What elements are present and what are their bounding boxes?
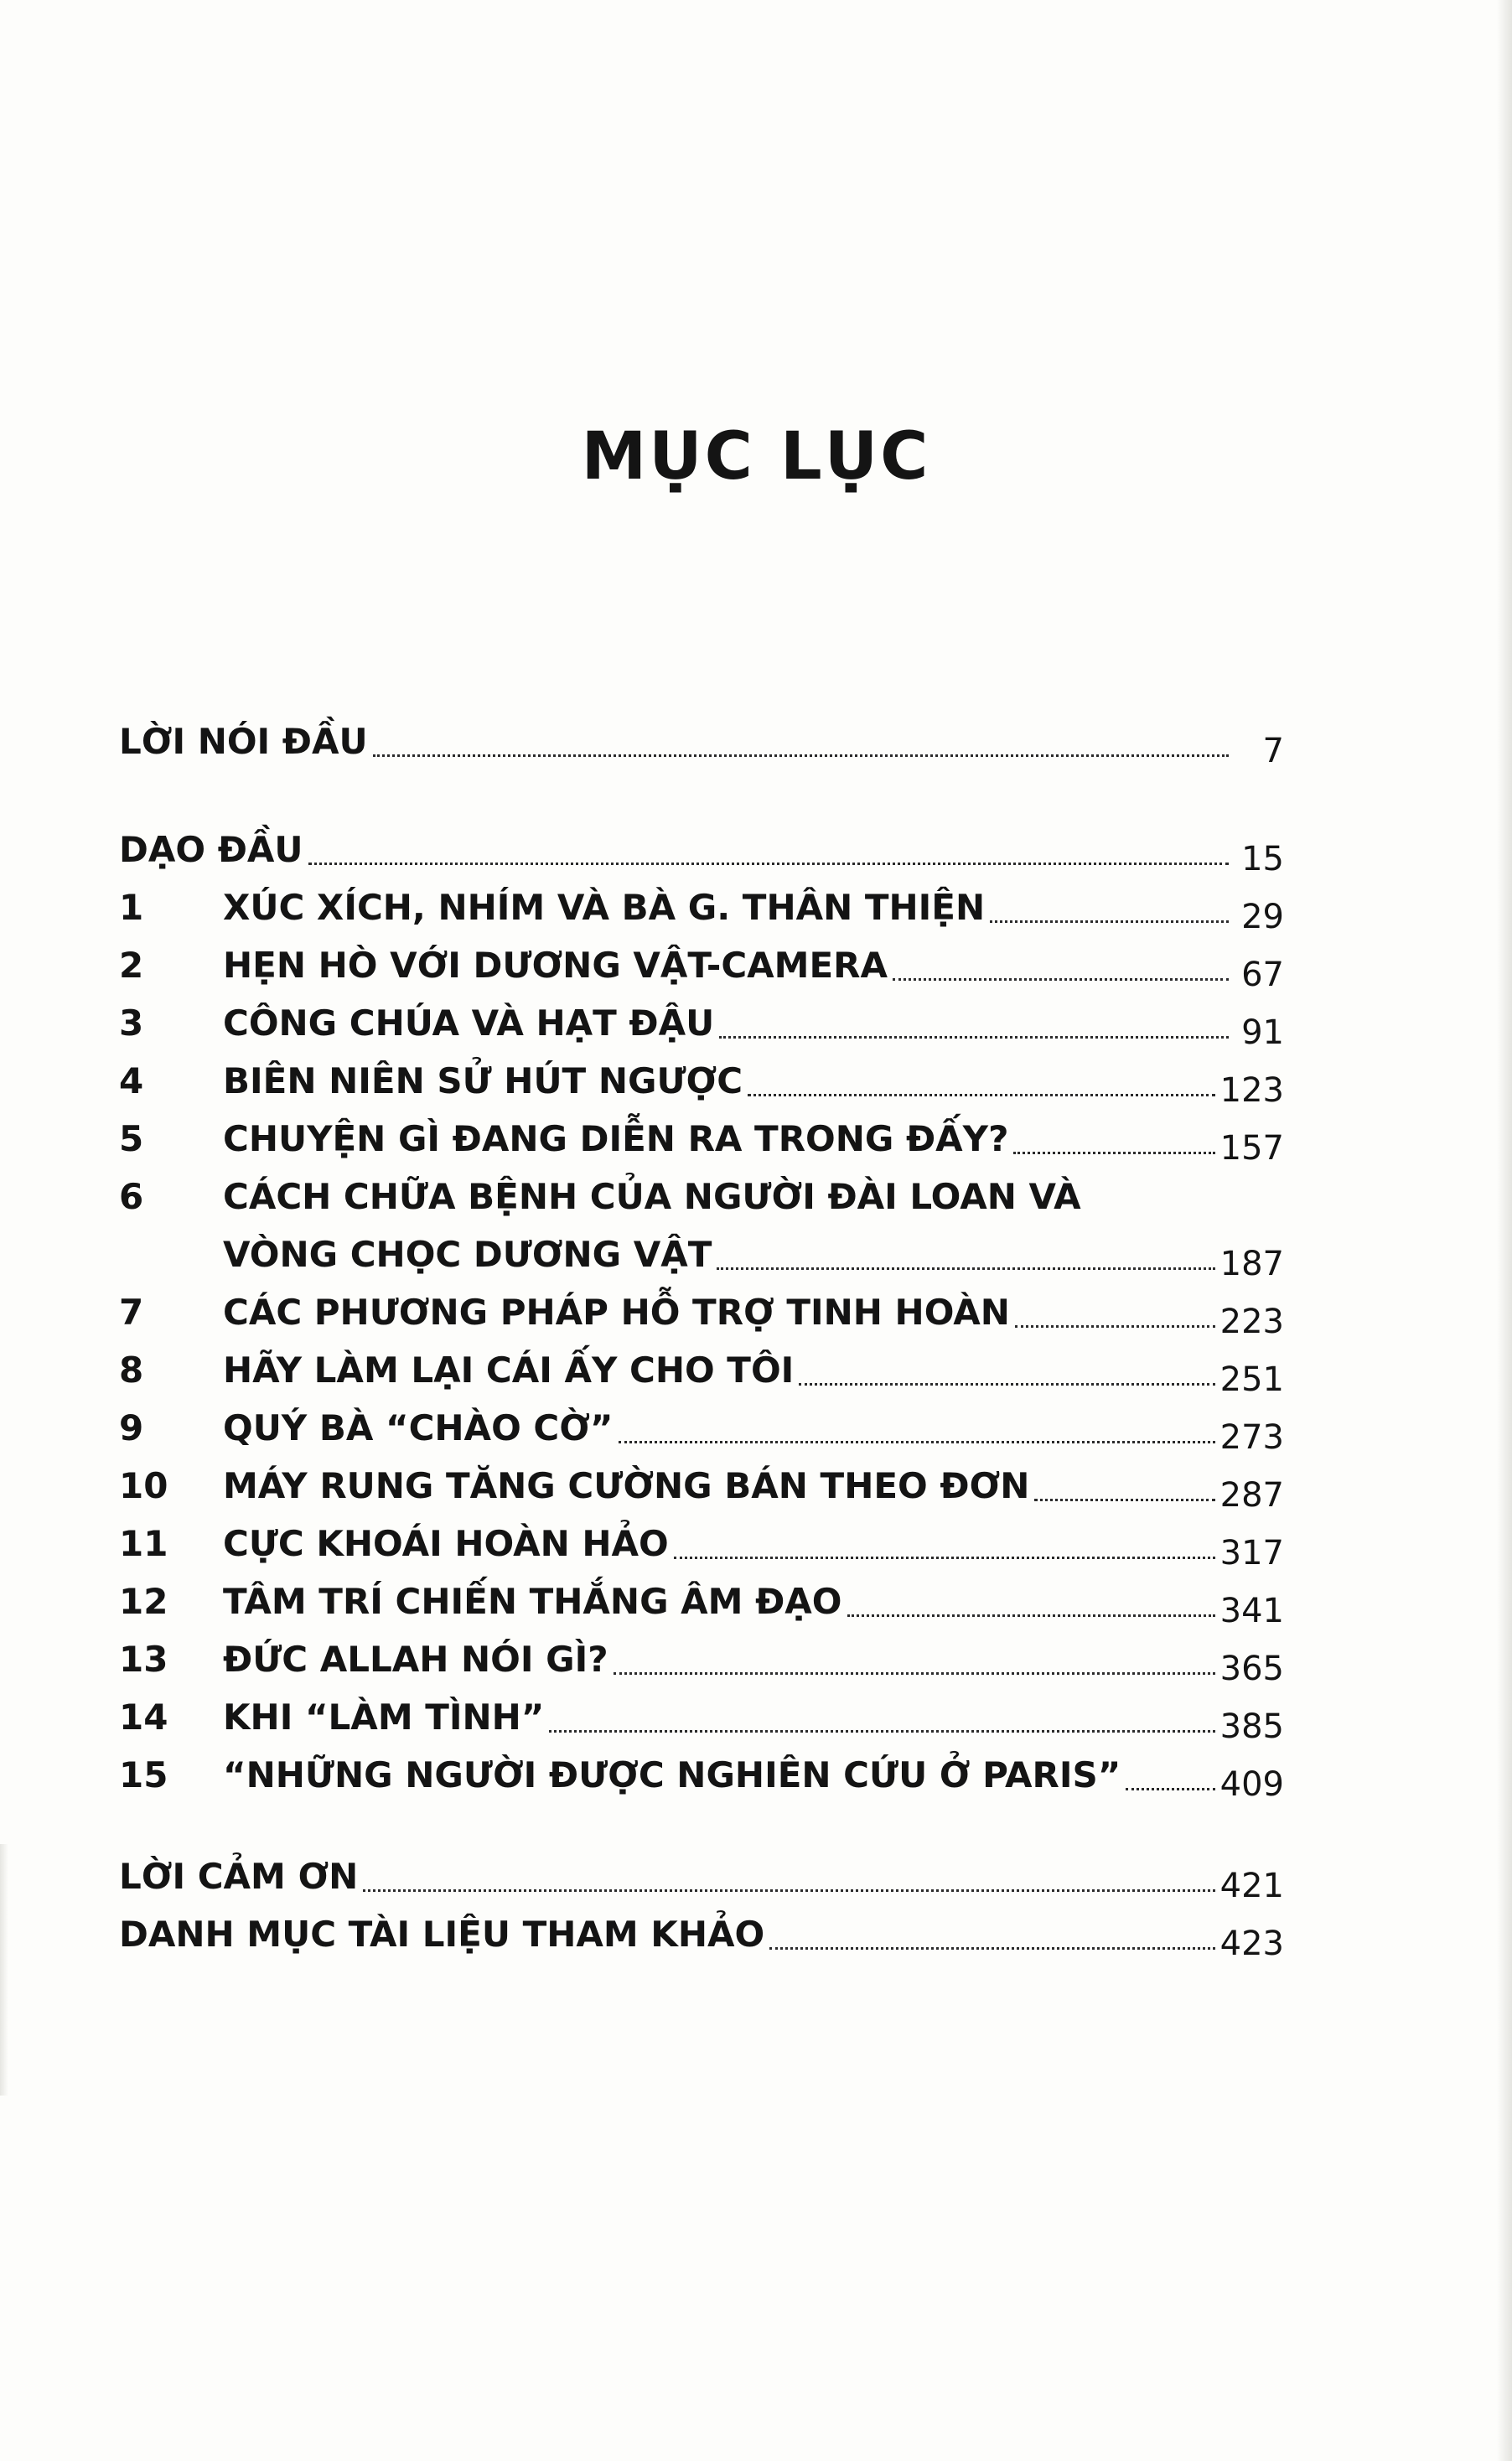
dot-leader bbox=[1015, 1325, 1215, 1328]
page-number: 409 bbox=[1219, 1765, 1284, 1804]
entry-label: ĐỨC ALLAH NÓI GÌ? bbox=[223, 1639, 608, 1680]
toc-entry-chapter-6[interactable] bbox=[119, 1168, 1284, 1225]
toc-entry-prelude[interactable] bbox=[119, 821, 1284, 878]
dot-leader bbox=[308, 863, 1230, 865]
page-number: 317 bbox=[1219, 1534, 1284, 1572]
toc-entry-chapter-9[interactable] bbox=[119, 1399, 1284, 1457]
table-of-contents bbox=[119, 712, 1284, 1963]
left-edge-shadow bbox=[0, 1844, 8, 2096]
chapter-number: 5 bbox=[119, 1118, 144, 1159]
toc-entry-chapter-1[interactable] bbox=[119, 878, 1284, 936]
dot-leader bbox=[719, 1036, 1229, 1039]
toc-entry-chapter-13[interactable] bbox=[119, 1630, 1284, 1688]
page-number: 251 bbox=[1219, 1360, 1284, 1399]
toc-entry-chapter-14[interactable] bbox=[119, 1688, 1284, 1746]
chapter-number: 13 bbox=[119, 1639, 168, 1680]
page-number: 385 bbox=[1219, 1707, 1284, 1746]
dot-leader bbox=[893, 978, 1229, 981]
entry-label: DANH MỤC TÀI LIỆU THAM KHẢO bbox=[119, 1914, 765, 1955]
entry-label: HẸN HÒ VỚI DƯƠNG VẬT-CAMERA bbox=[223, 945, 888, 986]
page-number: 29 bbox=[1241, 898, 1284, 936]
entry-label: XÚC XÍCH, NHÍM VÀ BÀ G. THÂN THIỆN bbox=[223, 887, 986, 928]
dot-leader bbox=[363, 1889, 1214, 1892]
toc-entry-chapter-5[interactable] bbox=[119, 1110, 1284, 1168]
dot-leader bbox=[614, 1672, 1215, 1675]
toc-entry-chapter-4[interactable] bbox=[119, 1052, 1284, 1110]
page-number: 341 bbox=[1219, 1592, 1284, 1630]
entry-label: LỜI CẢM ƠN bbox=[119, 1856, 359, 1897]
page-number: 15 bbox=[1241, 840, 1284, 878]
page-number: 421 bbox=[1219, 1867, 1284, 1905]
toc-entry-preface[interactable] bbox=[119, 712, 1284, 770]
chapter-number: 9 bbox=[119, 1407, 144, 1448]
toc-entry-chapter-10[interactable] bbox=[119, 1457, 1284, 1515]
toc-entry-chapter-3[interactable] bbox=[119, 994, 1284, 1052]
toc-entry-chapter-2[interactable] bbox=[119, 936, 1284, 994]
page-number: 365 bbox=[1219, 1650, 1284, 1688]
dot-leader bbox=[769, 1947, 1214, 1950]
entry-label: HÃY LÀM LẠI CÁI ẤY CHO TÔI bbox=[223, 1350, 795, 1391]
toc-entry-chapter-11[interactable] bbox=[119, 1515, 1284, 1572]
page-number: 423 bbox=[1219, 1925, 1284, 1963]
chapter-number: 11 bbox=[119, 1523, 168, 1564]
chapter-number: 1 bbox=[119, 887, 144, 928]
dot-leader bbox=[1034, 1499, 1214, 1501]
entry-label: MÁY RUNG TĂNG CƯỜNG BÁN THEO ĐƠN bbox=[223, 1465, 1030, 1506]
chapter-number: 2 bbox=[119, 945, 144, 986]
chapter-number: 3 bbox=[119, 1003, 144, 1044]
toc-entry-chapter-15[interactable] bbox=[119, 1746, 1284, 1804]
entry-label: CÔNG CHÚA VÀ HẠT ĐẬU bbox=[223, 1003, 715, 1044]
dot-leader bbox=[549, 1730, 1214, 1733]
dot-leader bbox=[674, 1557, 1215, 1559]
page-number: 187 bbox=[1219, 1245, 1284, 1283]
entry-label: CÁC PHƯƠNG PHÁP HỖ TRỢ TINH HOÀN bbox=[223, 1292, 1010, 1333]
dot-leader bbox=[799, 1383, 1214, 1386]
entry-label: CỰC KHOÁI HOÀN HẢO bbox=[223, 1523, 669, 1564]
dot-leader bbox=[717, 1267, 1214, 1270]
dot-leader bbox=[748, 1094, 1215, 1096]
entry-label: QUÝ BÀ “CHÀO CỜ” bbox=[223, 1407, 614, 1448]
page-number: 7 bbox=[1262, 732, 1284, 770]
toc-entry-chapter-7[interactable] bbox=[119, 1283, 1284, 1341]
toc-entry-chapter-6-continued[interactable] bbox=[119, 1225, 1284, 1283]
page-title: MỤC LỤC bbox=[581, 419, 931, 495]
page-number: 287 bbox=[1219, 1476, 1284, 1515]
entry-label: KHI “LÀM TÌNH” bbox=[223, 1697, 545, 1738]
entry-label: LỜI NÓI ĐẦU bbox=[119, 721, 368, 762]
chapter-number: 6 bbox=[119, 1176, 144, 1217]
toc-entry-chapter-12[interactable] bbox=[119, 1572, 1284, 1630]
chapter-number: 15 bbox=[119, 1754, 168, 1795]
dot-leader bbox=[847, 1614, 1215, 1617]
toc-entry-chapter-8[interactable] bbox=[119, 1341, 1284, 1399]
page-number: 91 bbox=[1241, 1013, 1284, 1052]
chapter-number: 8 bbox=[119, 1350, 144, 1391]
dot-leader bbox=[1013, 1152, 1214, 1154]
entry-label: VÒNG CHỌC DƯƠNG VẬT bbox=[223, 1234, 712, 1275]
entry-label: “NHỮNG NGƯỜI ĐƯỢC NGHIÊN CỨU Ở PARIS” bbox=[223, 1754, 1121, 1795]
dot-leader bbox=[619, 1441, 1215, 1443]
page-number: 157 bbox=[1219, 1129, 1284, 1168]
chapter-number: 10 bbox=[119, 1465, 168, 1506]
chapter-number: 14 bbox=[119, 1697, 168, 1738]
chapter-number: 12 bbox=[119, 1581, 168, 1622]
entry-label: CHUYỆN GÌ ĐANG DIỄN RA TRONG ĐẤY? bbox=[223, 1118, 1009, 1159]
entry-label: TÂM TRÍ CHIẾN THẮNG ÂM ĐẠO bbox=[223, 1581, 842, 1622]
entry-label: BIÊN NIÊN SỬ HÚT NGƯỢC bbox=[223, 1060, 743, 1101]
chapter-number: 4 bbox=[119, 1060, 144, 1101]
entry-label: CÁCH CHỮA BỆNH CỦA NGƯỜI ĐÀI LOAN VÀ bbox=[223, 1176, 1081, 1217]
page-number: 273 bbox=[1219, 1418, 1284, 1457]
page-number: 223 bbox=[1219, 1303, 1284, 1341]
toc-entry-bibliography[interactable] bbox=[119, 1905, 1284, 1963]
toc-entry-acknowledgements[interactable] bbox=[119, 1847, 1284, 1905]
page-number: 67 bbox=[1241, 956, 1284, 994]
page-edge-shadow bbox=[1497, 0, 1512, 2461]
dot-leader bbox=[990, 920, 1229, 923]
entry-label: DẠO ĐẦU bbox=[119, 829, 303, 870]
chapter-number: 7 bbox=[119, 1292, 144, 1333]
page-number: 123 bbox=[1219, 1071, 1284, 1110]
dot-leader bbox=[373, 754, 1229, 757]
dot-leader bbox=[1126, 1788, 1214, 1790]
